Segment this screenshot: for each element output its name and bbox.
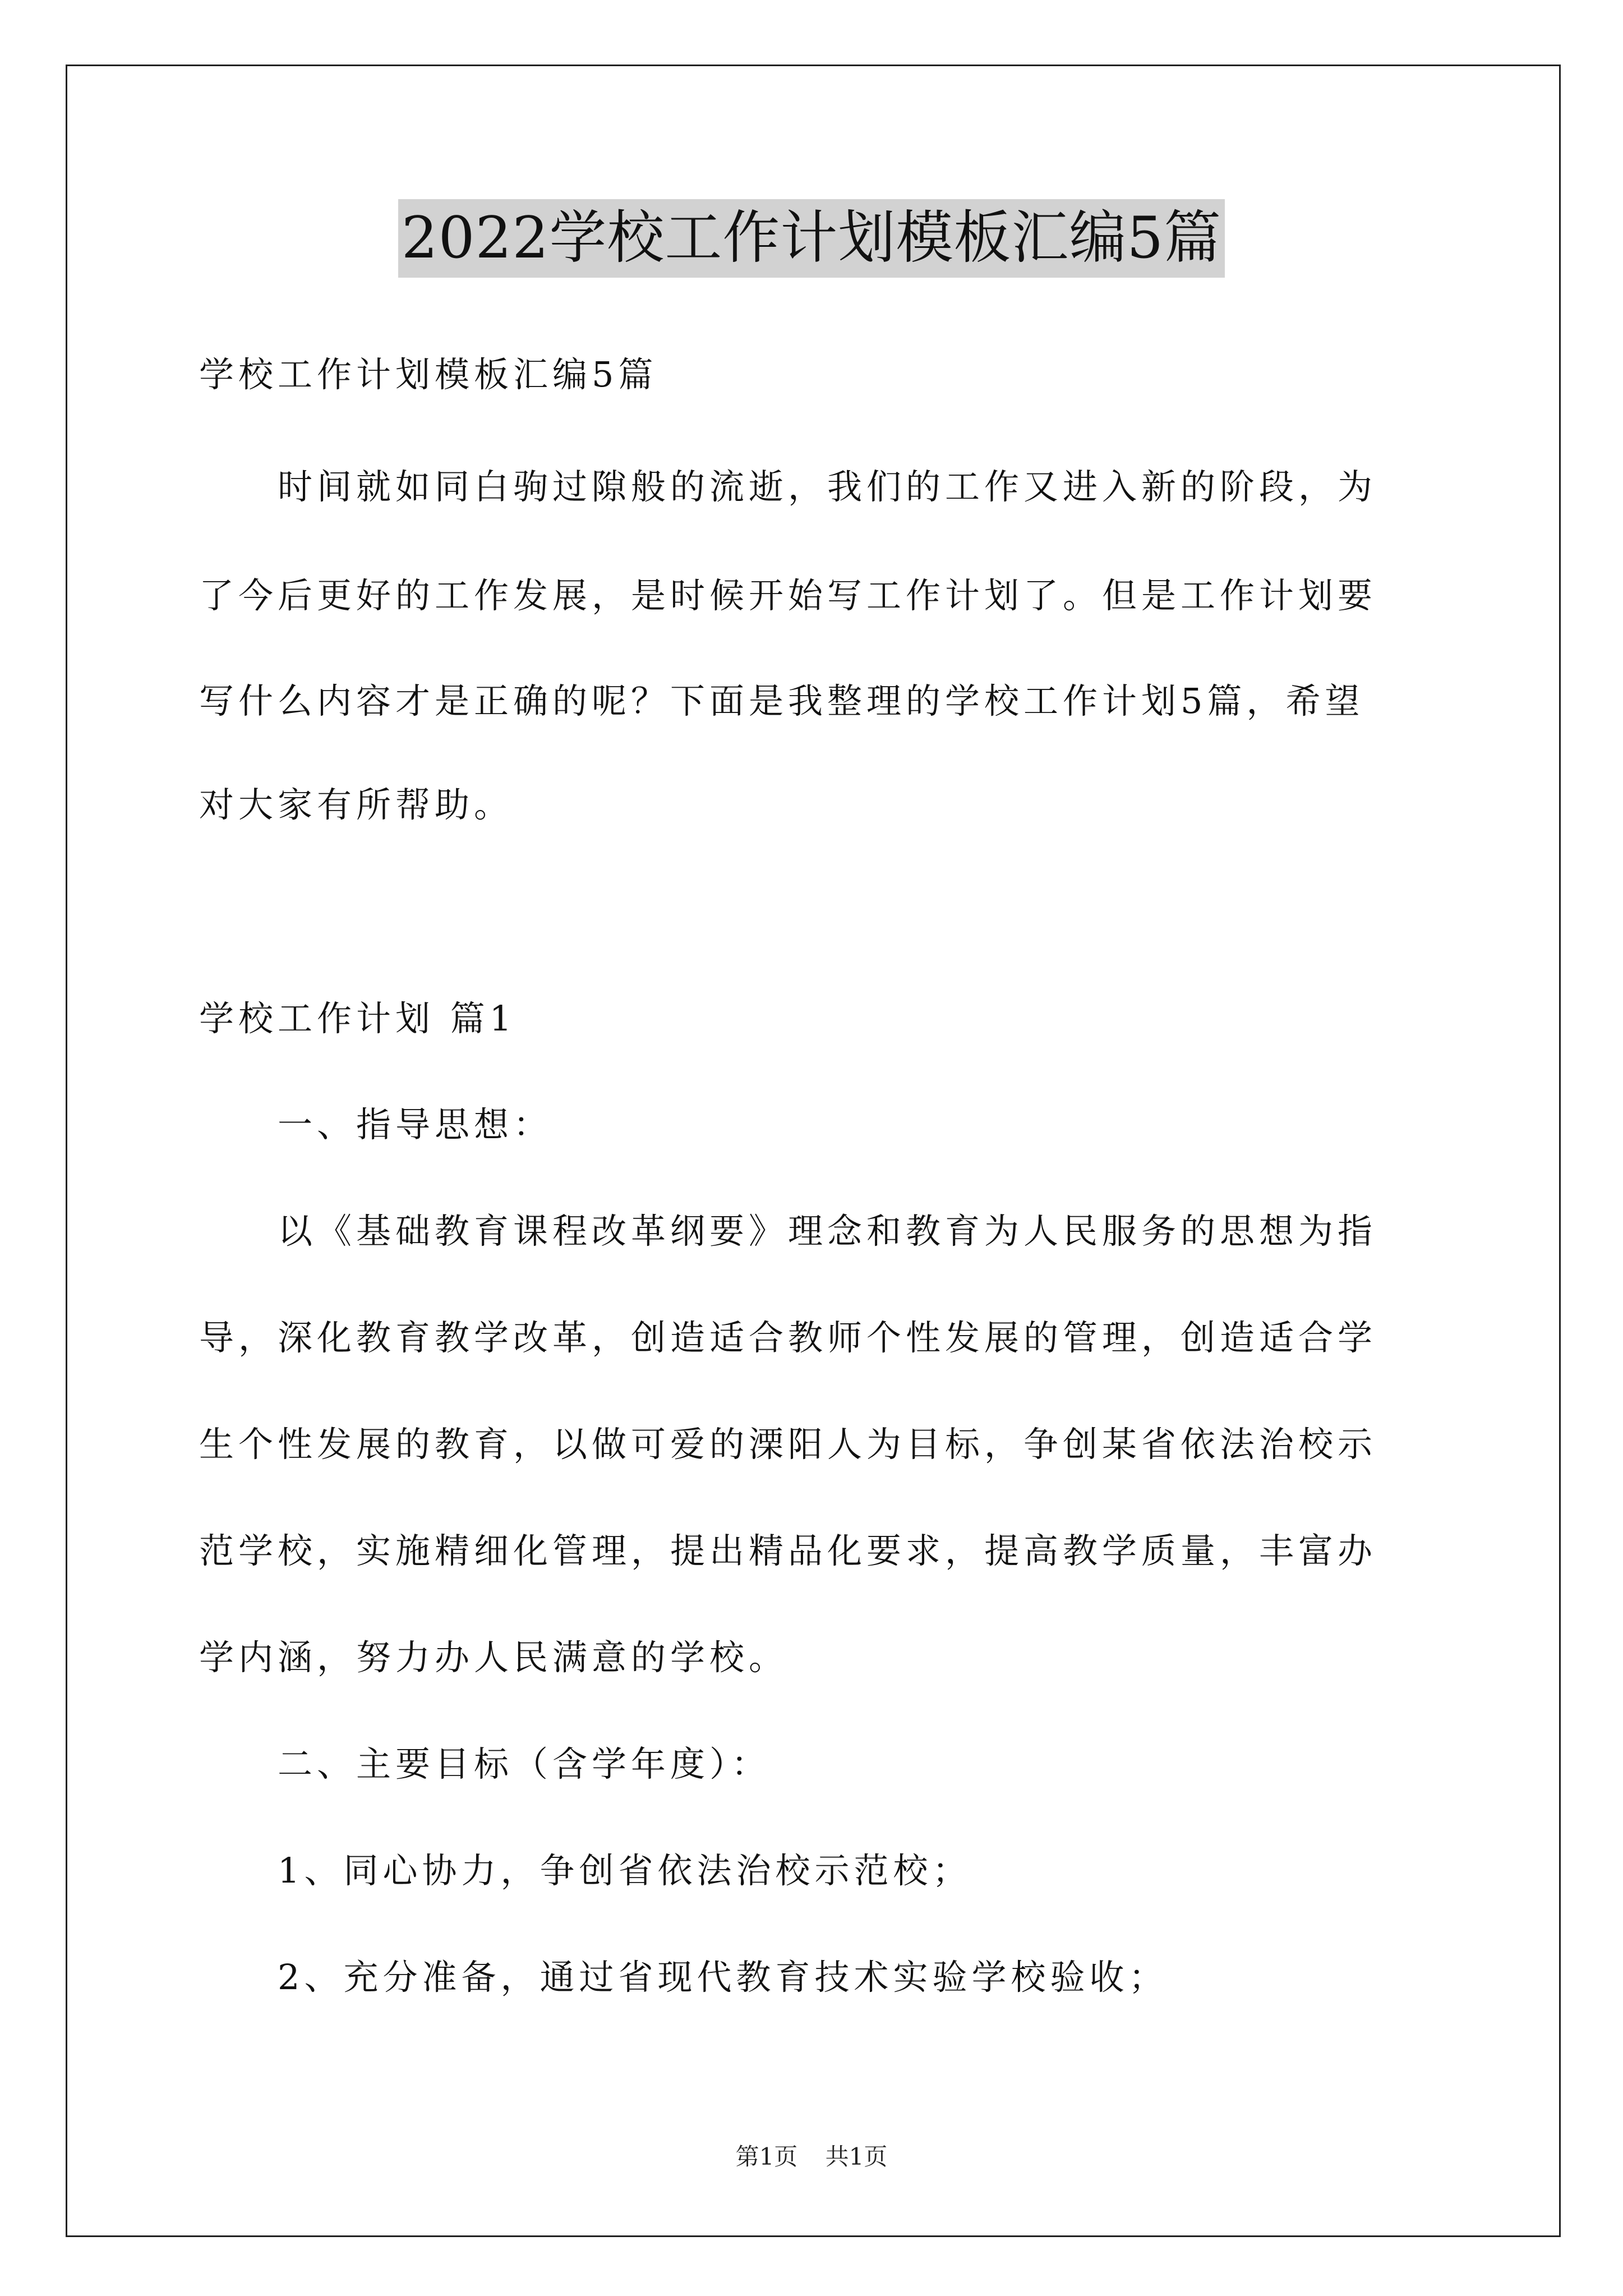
paragraph-line: 了今后更好的工作发展，是时候开始写工作计划了。但是工作计划要 xyxy=(199,575,1377,616)
paragraph-line: 2、充分准备，通过省现代教育技术实验学校验收； xyxy=(199,1957,1168,1998)
page-total: 共1页 xyxy=(825,2143,888,2170)
paragraph-line: 以《基础教育课程改革纲要》理念和教育为人民服务的思想为指 xyxy=(199,1211,1377,1251)
paragraph-line: 一、指导思想： xyxy=(199,1104,553,1145)
subtitle-line: 学校工作计划模板汇编5篇 xyxy=(199,354,658,395)
paragraph-line: 二、主要目标（含学年度）： xyxy=(199,1743,771,1784)
title-container xyxy=(0,199,1623,278)
paragraph-line: 时间就如同白驹过隙般的流逝，我们的工作又进入新的阶段，为 xyxy=(199,466,1377,507)
section-heading: 学校工作计划 篇1 xyxy=(199,998,517,1039)
paragraph-line: 写什么内容才是正确的呢？下面是我整理的学校工作计划5篇，希望 xyxy=(199,680,1364,721)
page-footer xyxy=(0,2138,1623,2172)
document-title: 2022学校工作计划模板汇编5篇 xyxy=(398,199,1225,278)
paragraph-line: 范学校，实施精细化管理，提出精品化要求，提高教学质量，丰富办 xyxy=(199,1530,1377,1571)
paragraph-line: 生个性发展的教育，以做可爱的溧阳人为目标，争创某省依法治校示 xyxy=(199,1424,1377,1465)
paragraph-line: 1、同心协力，争创省依法治校示范校； xyxy=(199,1850,972,1891)
paragraph-line: 学内涵，努力办人民满意的学校。 xyxy=(199,1637,789,1678)
paragraph-line: 导，深化教育教学改革，创造适合教师个性发展的管理，创造适合学 xyxy=(199,1317,1377,1358)
page-number: 第1页 xyxy=(735,2143,798,2170)
paragraph-line: 对大家有所帮助。 xyxy=(199,784,514,825)
